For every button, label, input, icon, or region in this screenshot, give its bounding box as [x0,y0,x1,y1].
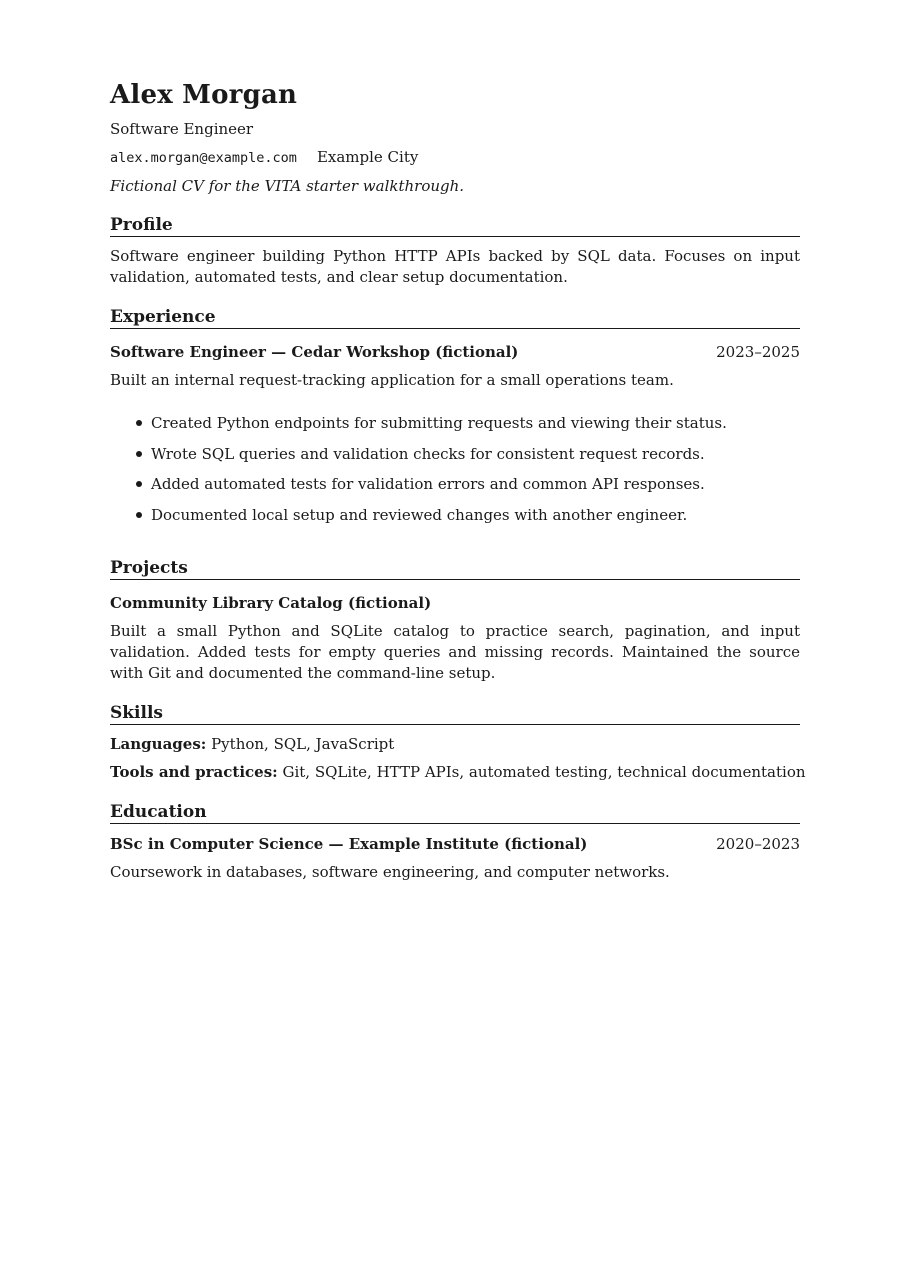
section-title-profile: Profile [110,214,800,237]
section-title-education: Education [110,801,800,824]
experience-entry-summary: Built an internal request-tracking application for a small operations team. [110,371,674,389]
education-entry-heading [110,834,800,854]
list-item: Documented local setup and reviewed changes with another engineer. [110,505,800,536]
education-entry-summary: Coursework in databases, software engineering, and computer networks. [110,863,670,881]
candidate-role: Software Engineer [110,120,254,138]
skills-tools-label: Tools and practices: [110,763,278,781]
skills-languages-value: Python, SQL, JavaScript [211,735,395,753]
bullet-icon [136,420,142,426]
bullet-icon [136,512,142,518]
skills-tools-value: Git, SQLite, HTTP APIs, automated testing, technical documentation [282,763,806,781]
education-entry-title: BSc in Computer Science — Example Institute (fictional) [110,835,588,853]
education-entry-dates: 2020–2023 [716,835,800,853]
section-title-projects: Projects [110,557,800,580]
project-entry-text: Built a small Python and SQLite catalog to practice search, pagination, and input validation. Added tests for empty queries and missing records. Maintained the source with Git and documented the command-line setup. [110,622,800,682]
candidate-name: Alex Morgan [110,80,298,110]
list-item: Added automated tests for validation errors and common API responses. [110,474,800,505]
list-item: Wrote SQL queries and validation checks for consistent request records. [110,444,800,475]
city-text: Example City [316,148,419,166]
skills-languages-label: Languages: [110,735,207,753]
skills-tools [110,762,806,782]
experience-bullet-list [110,413,800,535]
section-title-skills: Skills [110,702,800,725]
email-link[interactable]: alex.morgan@example.com [110,150,297,166]
section-title-experience: Experience [110,306,800,329]
bullet-icon [136,481,142,487]
skills-languages [110,734,394,754]
profile-text: Software engineer building Python HTTP APIs backed by SQL data. Focuses on input validation, automated tests, and clear setup documentation. [110,247,800,286]
experience-entry-title: Software Engineer — Cedar Workshop (fictional) [110,343,519,361]
contact-line [110,148,418,166]
experience-entry-heading [110,342,800,362]
cv-note: Fictional CV for the VITA starter walkthrough. [110,177,465,195]
project-entry-heading: Community Library Catalog (fictional) [110,594,432,612]
experience-entry-dates: 2023–2025 [716,343,800,361]
list-item: Created Python endpoints for submitting requests and viewing their status. [110,413,800,444]
bullet-icon [136,451,142,457]
